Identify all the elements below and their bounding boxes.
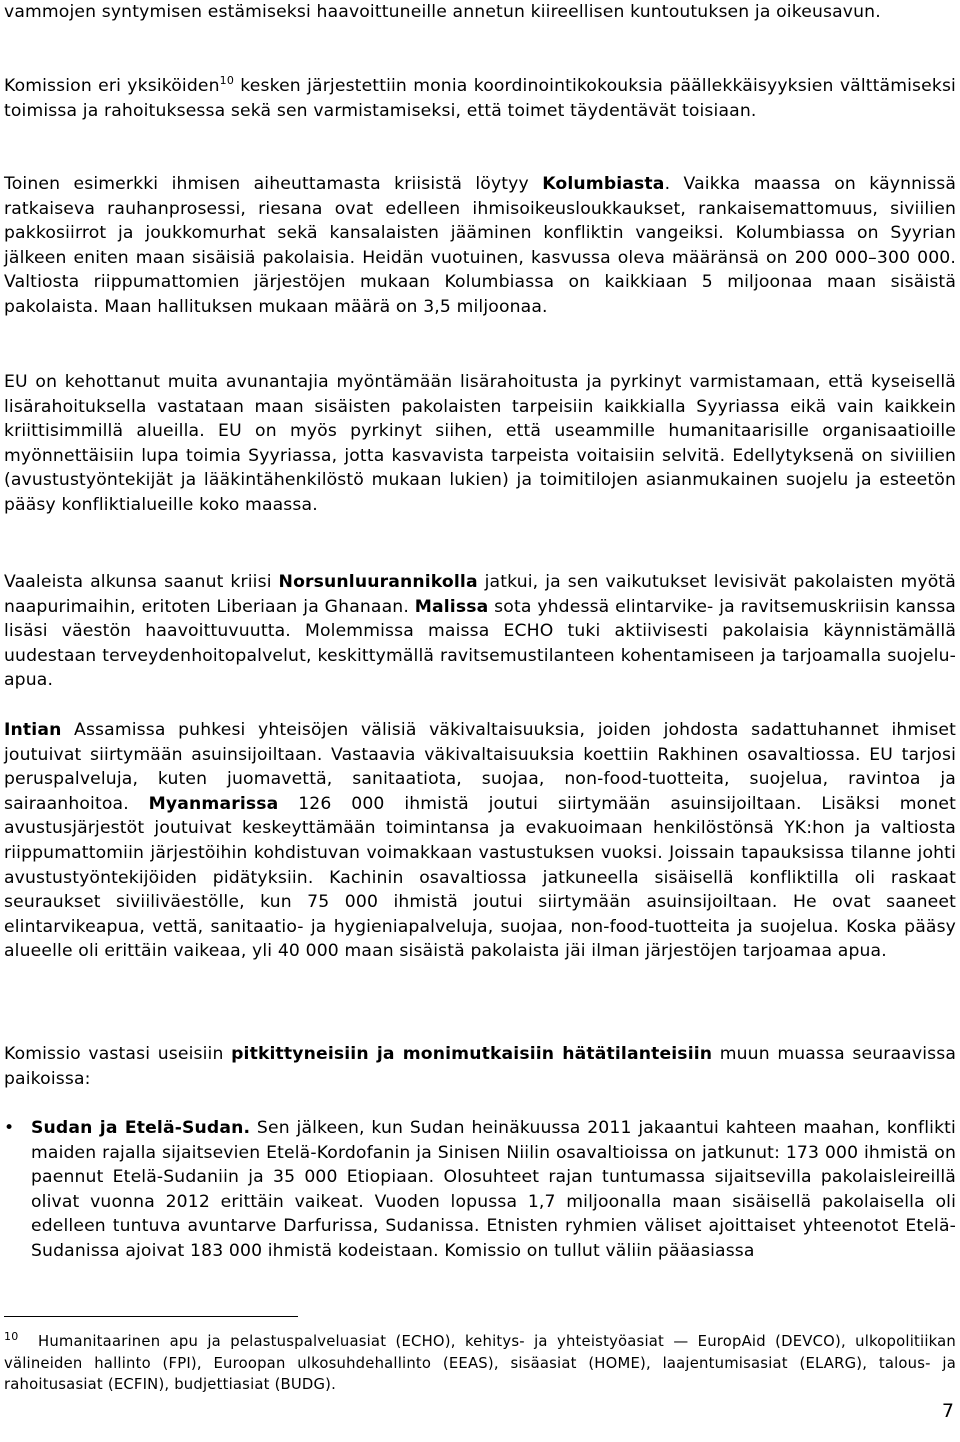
paragraph-5-text-after: sota yhdessä elintarvike- ja ravitsemuskriisin kanssa lisäsi väestön haavoittuvuutta. Molemmissa maissa ECHO tuki aktiivisesti pakolaisia käynnistämällä uudestaan terveydenhoitopalvelut, keskittymällä ravitsemustilanteen kohentamiseen ja tarjoamalla suojelu-apua. — [4, 596, 956, 691]
footnote-number: 10 — [4, 1330, 19, 1343]
paragraph-3-text-before: Toinen esimerkki ihmisen aiheuttamasta kriisistä löytyy — [4, 174, 543, 194]
bullet-item-sudan — [4, 1116, 956, 1264]
paragraph-5-text-middle: jatkui, ja sen vaikutukset levisivät pakolaisten myötä naapurimaihin, eritoten Liberiaan ja Ghanaan. — [4, 572, 956, 617]
paragraph-6-bold-myanmar: Myanmarissa — [148, 793, 279, 814]
paragraph-1-text: vammojen syntymisen estämiseksi haavoittuneille annetun kiireellisen kuntoutuksen ja oikeusavun. — [4, 2, 881, 22]
page-number: 7 — [941, 1400, 954, 1422]
paragraph-3-bold-kolumbia: Kolumbiasta — [542, 174, 665, 194]
paragraph-4 — [4, 370, 956, 518]
paragraph-5 — [4, 570, 956, 693]
paragraph-2 — [4, 74, 956, 123]
paragraph-5-text-before: Vaaleista alkunsa saanut kriisi — [4, 572, 279, 592]
footnote-ref-10[interactable]: 10 — [219, 74, 234, 87]
bullet-item-sudan-bold: Sudan ja Etelä-Sudan. — [31, 1118, 251, 1138]
bullet-item-sudan-text: Sen jälkeen, kun Sudan heinäkuussa 2011 jakaantui kahteen maahan, konflikti maiden rajalla sijaitsevien Etelä-Kordofanin ja Sinisen Niilin osavaltioissa on jatkunut: 173 000 ihmistä on paennut Etelä-Sudaniin ja 35 000 Etiopiaan. Olosuhteet rajan tuntumassa sijaitsevilla pakolaisleireillä olivat vuonna 2012 erittäin vaikeat. Vuoden lopussa 1,7 miljoonalla maan sisäisellä pakolaisella oli edelleen tuntuva avuntarve Darfurissa, Sudanissa. Etnisten ryhmien väliset ajoittaiset yhteenotot Etelä-Sudanissa ajoivat 183 000 ihmistä kodeistaan. Komissio on tullut väliin pääasiassa — [31, 1118, 956, 1261]
paragraph-2-text-before: Komission eri yksiköiden — [4, 76, 220, 96]
paragraph-6-bold-intia: Intian — [4, 720, 62, 740]
footnote — [4, 1326, 956, 1396]
paragraph-6 — [4, 718, 956, 964]
paragraph-5-bold-mali: Malissa — [414, 596, 489, 617]
paragraph-6-text-after: 126 000 ihmistä joutui siirtymään asuinsijoiltaan. Lisäksi monet avustusjärjestöt joutuivat keskeyttämään toimintansa ja evakuoimaan henkilöstönsä YK:hon ja valtiosta riippumattomiin järjestöihin kohdistuvan voimakkaan vastustuksen vuoksi. Joissain tapauksissa tilanne johti avustustyöntekijöiden pidätyksiin. Kachinin osavaltiossa jatkuneella sisäisellä konfliktilla oli raskaat seuraukset siviiliväestölle, kun 75 000 ihmistä joutui siirtymään asuinsijoiltaan. He ovat saaneet elintarvikeapua, vettä, sanitaatio- ja hygieniapalveluja, suojaa, non-food-tuotteita ja suojelua. Koska pääsy alueelle oli erittäin vaikeaa, yli 40 000 maan sisäistä pakolaista jäi ilman järjestöjen tarjoamaa apua. — [4, 793, 956, 962]
paragraph-6-text-middle: Assamissa puhkesi yhteisöjen välisiä väkivaltaisuuksia, joiden johdosta sadattuhannet ihmiset joutuivat siirtymään asuinsijoiltaan. Vastaavia väkivaltaisuuksia koettiin Rakhinen osavaltiossa. EU tarjosi peruspalveluja, kuten juomavettä, sanitaatiota, suojaa, non-food-tuotteita, suojelua, ravintoa ja sairaanhoitoa. — [4, 720, 956, 814]
paragraph-7-bold: pitkittyneisiin ja monimutkaisiin hätätilanteisiin — [231, 1044, 713, 1064]
bullet-icon: • — [4, 1118, 15, 1138]
paragraph-7-text-after: muun muassa seuraavissa paikoissa: — [4, 1044, 957, 1089]
paragraph-4-text: EU on kehottanut muita avunantajia myöntämään lisärahoitusta ja pyrkinyt varmistamaan, että kyseisellä lisärahoituksella vastataan maan sisäisten pakolaisten tarpeisiin kaikkialla Syyriassa eikä vain kaikkein kriittisimmillä alueilla. EU on myös pyrkinyt siihen, että useammille humanitaarisille organisaatioille myönnettäisiin lupa toimia Syyriassa, jotta kasvavista tarpeista voitaisiin selvitä. Edellytyksenä on siviilien (avustustyöntekijät ja lääkintähenkilöstö mukaan lukien) ja toimitilojen asianmukainen suojelu ja esteetön pääsy konfliktialueille koko maassa. — [4, 372, 956, 515]
paragraph-7-text-before: Komissio vastasi useisiin — [4, 1044, 232, 1064]
paragraph-1 — [4, 0, 956, 25]
paragraph-2-text-after: kesken järjestettiin monia koordinointikokouksia päällekkäisyyksien välttämiseksi toimissa ja rahoituksessa sekä sen varmistamiseksi, että toimet täydentävät toisiaan. — [4, 76, 956, 121]
footnote-text: Humanitaarinen apu ja pelastuspalveluasiat (ECHO), kehitys- ja yhteistyöasiat — EuropAid (DEVCO), ulkopolitiikan välineiden hallinto (FPI), Euroopan ulkosuhdehallinto (EEAS), sisäasiat (HOME), laajentumisasiat (ELARG), talous- ja rahoitusasiat (ECFIN), budjettiasiat (BUDG). — [4, 1333, 956, 1394]
paragraph-5-bold-norsunluurannikko: Norsunluurannikolla — [278, 572, 478, 592]
paragraph-3-text-after: . Vaikka maassa on käynnissä ratkaiseva rauhanprosessi, riesana ovat edelleen ihmisoikeusloukkaukset, rankaisemattomuus, siviilien pakkosiirrot ja joukkomurhat sekä kansalaisten jääminen konfliktin vangeiksi. Kolumbiassa on Syyrian jälkeen eniten maan sisäisiä pakolaisia. Heidän vuotuinen, kasvussa oleva määränsä on 200 000–300 000. Valtiosta riippumattomien järjestöjen mukaan Kolumbiassa on kaikkiaan 5 miljoonaa maan sisäistä pakolaista. Maan hallituksen mukaan määrä on 3,5 miljoonaa. — [4, 174, 956, 317]
paragraph-7 — [4, 1042, 956, 1091]
footnote-separator — [4, 1316, 298, 1317]
paragraph-3 — [4, 172, 956, 320]
